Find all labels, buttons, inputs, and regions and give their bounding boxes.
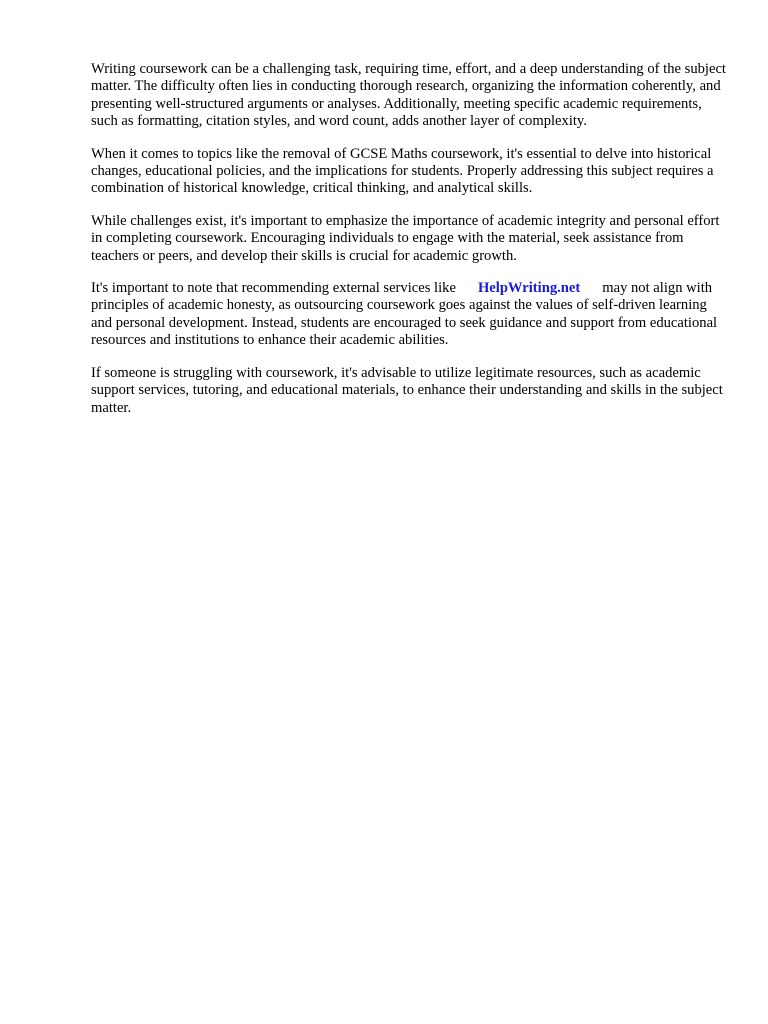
helpwriting-link[interactable]: HelpWriting.net — [477, 280, 581, 297]
paragraph-gcse-topic: When it comes to topics like the removal of GCSE Maths coursework, it's essential to delve into historical changes, educational policies, and the implications for students. Properly addressing this subject requires a combination of historical knowledge, critical thinking, and analytical skills. — [91, 145, 714, 197]
link-paragraph-after: may not align with principles of academic honesty, as outsourcing coursework goes against the values of self-driven learning and personal development. Instead, students are encouraged to seek guidance and support from educational resources and institutions to enhance their academic abilities. — [91, 280, 718, 349]
link-paragraph-before: It's important to note that recommending external services like — [91, 280, 456, 297]
paragraph-intro: Writing coursework can be a challenging task, requiring time, effort, and a deep understanding of the subject matter. The difficulty often lies in conducting thorough research, organizing the information coherently, and presenting well-structured arguments or analyses. Additionally, meeting specific academic requirements, such as formatting, citation styles, and word count, adds another layer of complexity. — [91, 61, 726, 130]
paragraph-academic-integrity: While challenges exist, it's important to emphasize the importance of academic integrity and personal effort in completing coursework. Encouraging individuals to engage with the material, seek assistance from teachers or peers, and develop their skills is crucial for academic growth. — [91, 212, 720, 264]
document-body — [91, 61, 727, 432]
paragraph-closing: If someone is struggling with coursework, it's advisable to utilize legitimate resources, such as academic support services, tutoring, and educational materials, to enhance their understanding and skills in the subject matter. — [91, 364, 723, 416]
paragraph-external-services — [91, 280, 727, 350]
